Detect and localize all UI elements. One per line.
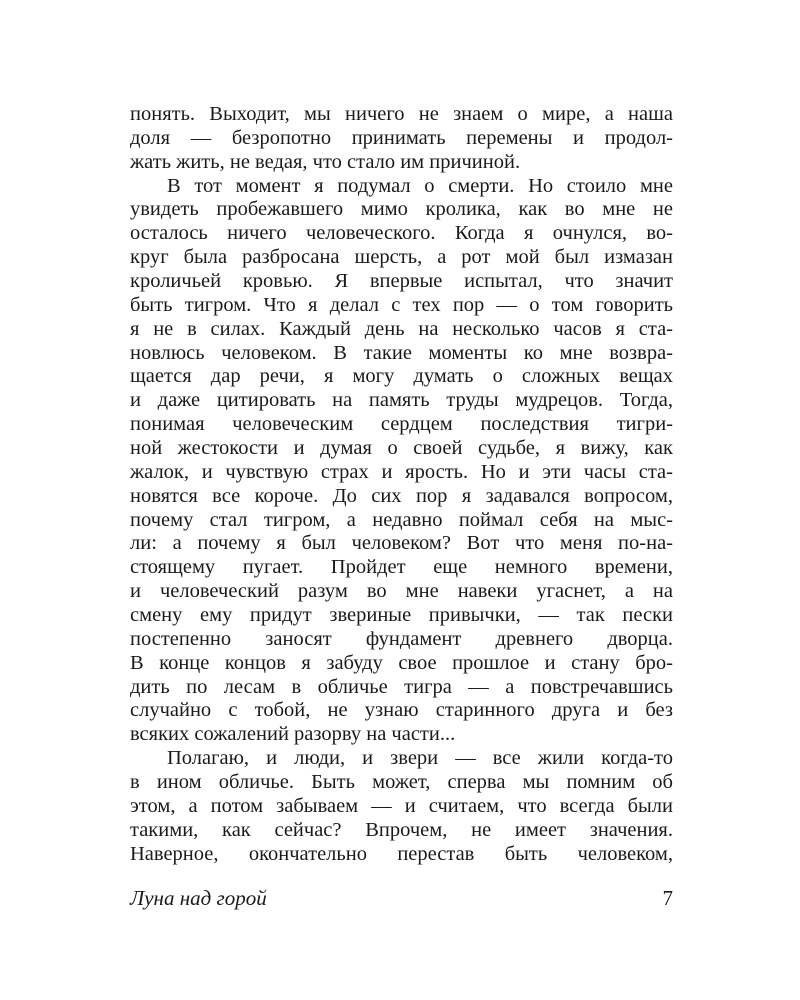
text-line: и даже цитировать на память труды мудрецов. Тогда,	[130, 389, 673, 412]
text-line: щается дар речи, я могу думать о сложных вещах	[130, 365, 673, 388]
text-line: доля — безропотно принимать перемены и продол-	[130, 126, 673, 149]
page-number: 7	[662, 886, 673, 910]
text-line: кроличьей кровью. Я впервые испытал, что значит	[130, 270, 673, 293]
text-line: смену ему придут звериные привычки, — так пески	[130, 604, 673, 627]
text-line: ной жестокости и думая о своей судьбе, я вижу, как	[130, 437, 673, 460]
page-body-text	[130, 103, 673, 867]
text-line: стоящему пугает. Пройдет еще немного времени,	[130, 556, 673, 579]
text-line: новлюсь человеком. В такие моменты ко мне возвра-	[130, 341, 673, 364]
text-line: жалок, и чувствую страх и ярость. Но и эти часы ста-	[130, 460, 673, 483]
text-line: увидеть пробежавшего мимо кролика, как во мне не	[130, 198, 673, 221]
page-footer	[130, 885, 673, 911]
text-line: такими, как сейчас? Впрочем, не имеет значения.	[130, 818, 673, 841]
text-line: дить по лесам в обличье тигра — а повстречавшись	[130, 675, 673, 698]
text-line: Наверное, окончательно перестав быть человеком,	[130, 842, 673, 865]
text-line: Полагаю, и люди, и звери — все жили когда-то	[167, 747, 673, 770]
text-line: в ином обличье. Быть может, сперва мы помним об	[130, 771, 673, 794]
text-line: быть тигром. Что я делал с тех пор — о том говорить	[130, 293, 673, 316]
text-line: постепенно заносят фундамент древнего дворца.	[130, 627, 673, 650]
text-line: понимая человеческим сердцем последствия тигри-	[130, 413, 673, 436]
text-line: случайно с тобой, не узнаю старинного друга и без	[130, 699, 673, 722]
text-line: новятся все короче. До сих пор я задавался вопросом,	[130, 484, 673, 507]
running-title: Луна над горой	[130, 886, 267, 910]
text-line: я не в силах. Каждый день на несколько часов я ста-	[130, 317, 673, 340]
text-line: круг была разбросана шерсть, а рот мой был измазан	[130, 246, 673, 269]
text-line: почему стал тигром, а недавно поймал себя на мыс-	[130, 508, 673, 531]
text-line: жать жить, не ведая, что стало им причиной.	[130, 150, 521, 173]
text-line: ли: а почему я был человеком? Вот что меня по-на-	[130, 532, 673, 555]
text-line: всяких сожалений разорву на части...	[130, 723, 456, 746]
text-line: В тот момент я подумал о смерти. Но стоило мне	[167, 174, 673, 197]
text-line: осталось ничего человеческого. Когда я очнулся, во-	[130, 222, 673, 245]
text-line: понять. Выходит, мы ничего не знаем о мире, а наша	[130, 103, 673, 125]
text-line: В конце концов я забуду свое прошлое и стану бро-	[130, 651, 673, 674]
text-line: и человеческий разум во мне навеки угаснет, а на	[130, 580, 673, 603]
text-line: этом, а потом забываем — и считаем, что всегда были	[130, 794, 673, 817]
